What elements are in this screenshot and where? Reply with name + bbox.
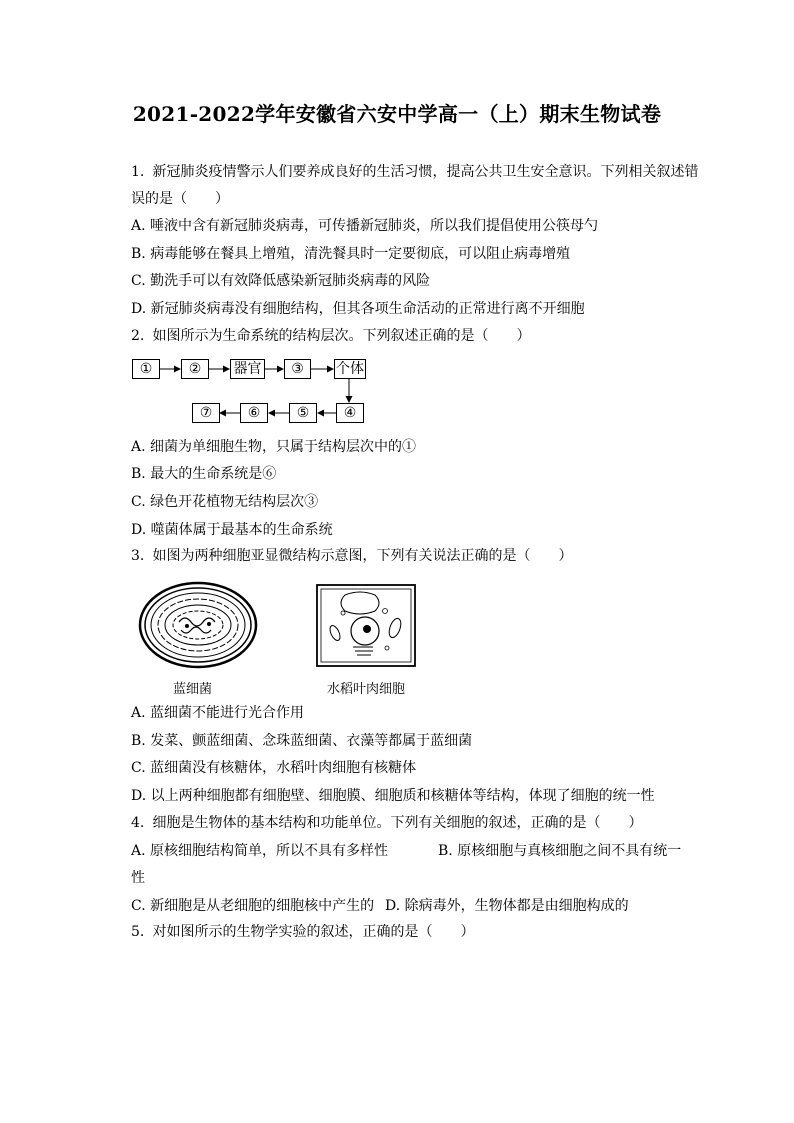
diagram-box-6: ⑥: [240, 403, 268, 423]
q3-option-d: D. 以上两种细胞都有细胞壁、细胞膜、细胞质和核糖体等结构，体现了细胞的统一性: [131, 788, 655, 804]
diagram-box-4: ④: [336, 403, 364, 423]
q4-option-b: B. 原核细胞与真核细胞之间不具有统一: [438, 843, 682, 859]
diagram-box-organ: 器官: [230, 359, 265, 379]
q4-option-c: C. 新细胞是从老细胞的细胞核中产生的: [131, 898, 375, 914]
q1-option-c: C. 勤洗手可以有效降低感染新冠肺炎病毒的风险: [131, 273, 431, 289]
caption-rice-leaf-cell: 水稻叶肉细胞: [327, 682, 406, 697]
q2-option-c: C. 绿色开花植物无结构层次③: [131, 494, 319, 510]
q3-option-b: B. 发菜、颤蓝细菌、念珠蓝细菌、衣藻等都属于蓝细菌: [131, 733, 473, 749]
page-title: 2021-2022学年安徽省六安中学高一（上）期末生物试卷: [132, 102, 662, 126]
diagram-box-5: ⑤: [289, 403, 317, 423]
q4-option-a: A. 原核细胞结构简单，所以不具有多样性: [131, 843, 389, 859]
q5-stem: 5. 对如图所示的生物学实验的叙述，正确的是（ ）: [131, 924, 475, 940]
q4-option-d: D. 除病毒外，生物体都是由细胞构成的: [385, 898, 629, 914]
q1-stem-cont: 误的是（ ）: [131, 191, 229, 207]
q2-option-a: A. 细菌为单细胞生物，只属于结构层次中的①: [131, 439, 417, 455]
diagram-box-3: ③: [284, 359, 311, 379]
diagram-box-1: ①: [132, 359, 160, 379]
q1-option-d: D. 新冠肺炎病毒没有细胞结构，但其各项生命活动的正常进行离不开细胞: [131, 301, 585, 317]
diagram-arrows: [0, 0, 794, 440]
q1-option-b: B. 病毒能够在餐具上增殖，清洗餐具时一定要彻底，可以阻止病毒增殖: [131, 246, 571, 262]
q2-stem: 2. 如图所示为生命系统的结构层次。下列叙述正确的是（ ）: [131, 328, 531, 344]
q2-option-d: D. 噬菌体属于最基本的生命系统: [131, 522, 333, 538]
q2-option-b: B. 最大的生命系统是⑥: [131, 466, 277, 482]
q1-option-a: A. 唾液中含有新冠肺炎病毒，可传播新冠肺炎，所以我们提倡使用公筷母勺: [131, 218, 599, 234]
q4-stem: 4. 细胞是生物体的基本结构和功能单位。下列有关细胞的叙述，正确的是（ ）: [131, 815, 643, 831]
diagram-box-individual: 个体: [336, 361, 364, 377]
diagram-box-2: ②: [181, 359, 209, 379]
rice-leaf-cell-illustration: [315, 583, 417, 668]
q3-option-a: A. 蓝细菌不能进行光合作用: [131, 705, 305, 721]
q3-option-c: C. 蓝细菌没有核糖体，水稻叶肉细胞有核糖体: [131, 760, 417, 776]
caption-cyanobacteria: 蓝细菌: [173, 682, 213, 697]
cyanobacteria-illustration: [137, 580, 259, 670]
q1-stem: 1. 新冠肺炎疫情警示人们要养成良好的生活习惯，提高公共卫生安全意识。下列相关叙述错: [131, 164, 699, 180]
diagram-box-7: ⑦: [192, 403, 220, 423]
q3-stem: 3. 如图为两种细胞亚显微结构示意图，下列有关说法正确的是（ ）: [131, 548, 573, 564]
q4-option-b-cont: 性: [131, 870, 145, 886]
